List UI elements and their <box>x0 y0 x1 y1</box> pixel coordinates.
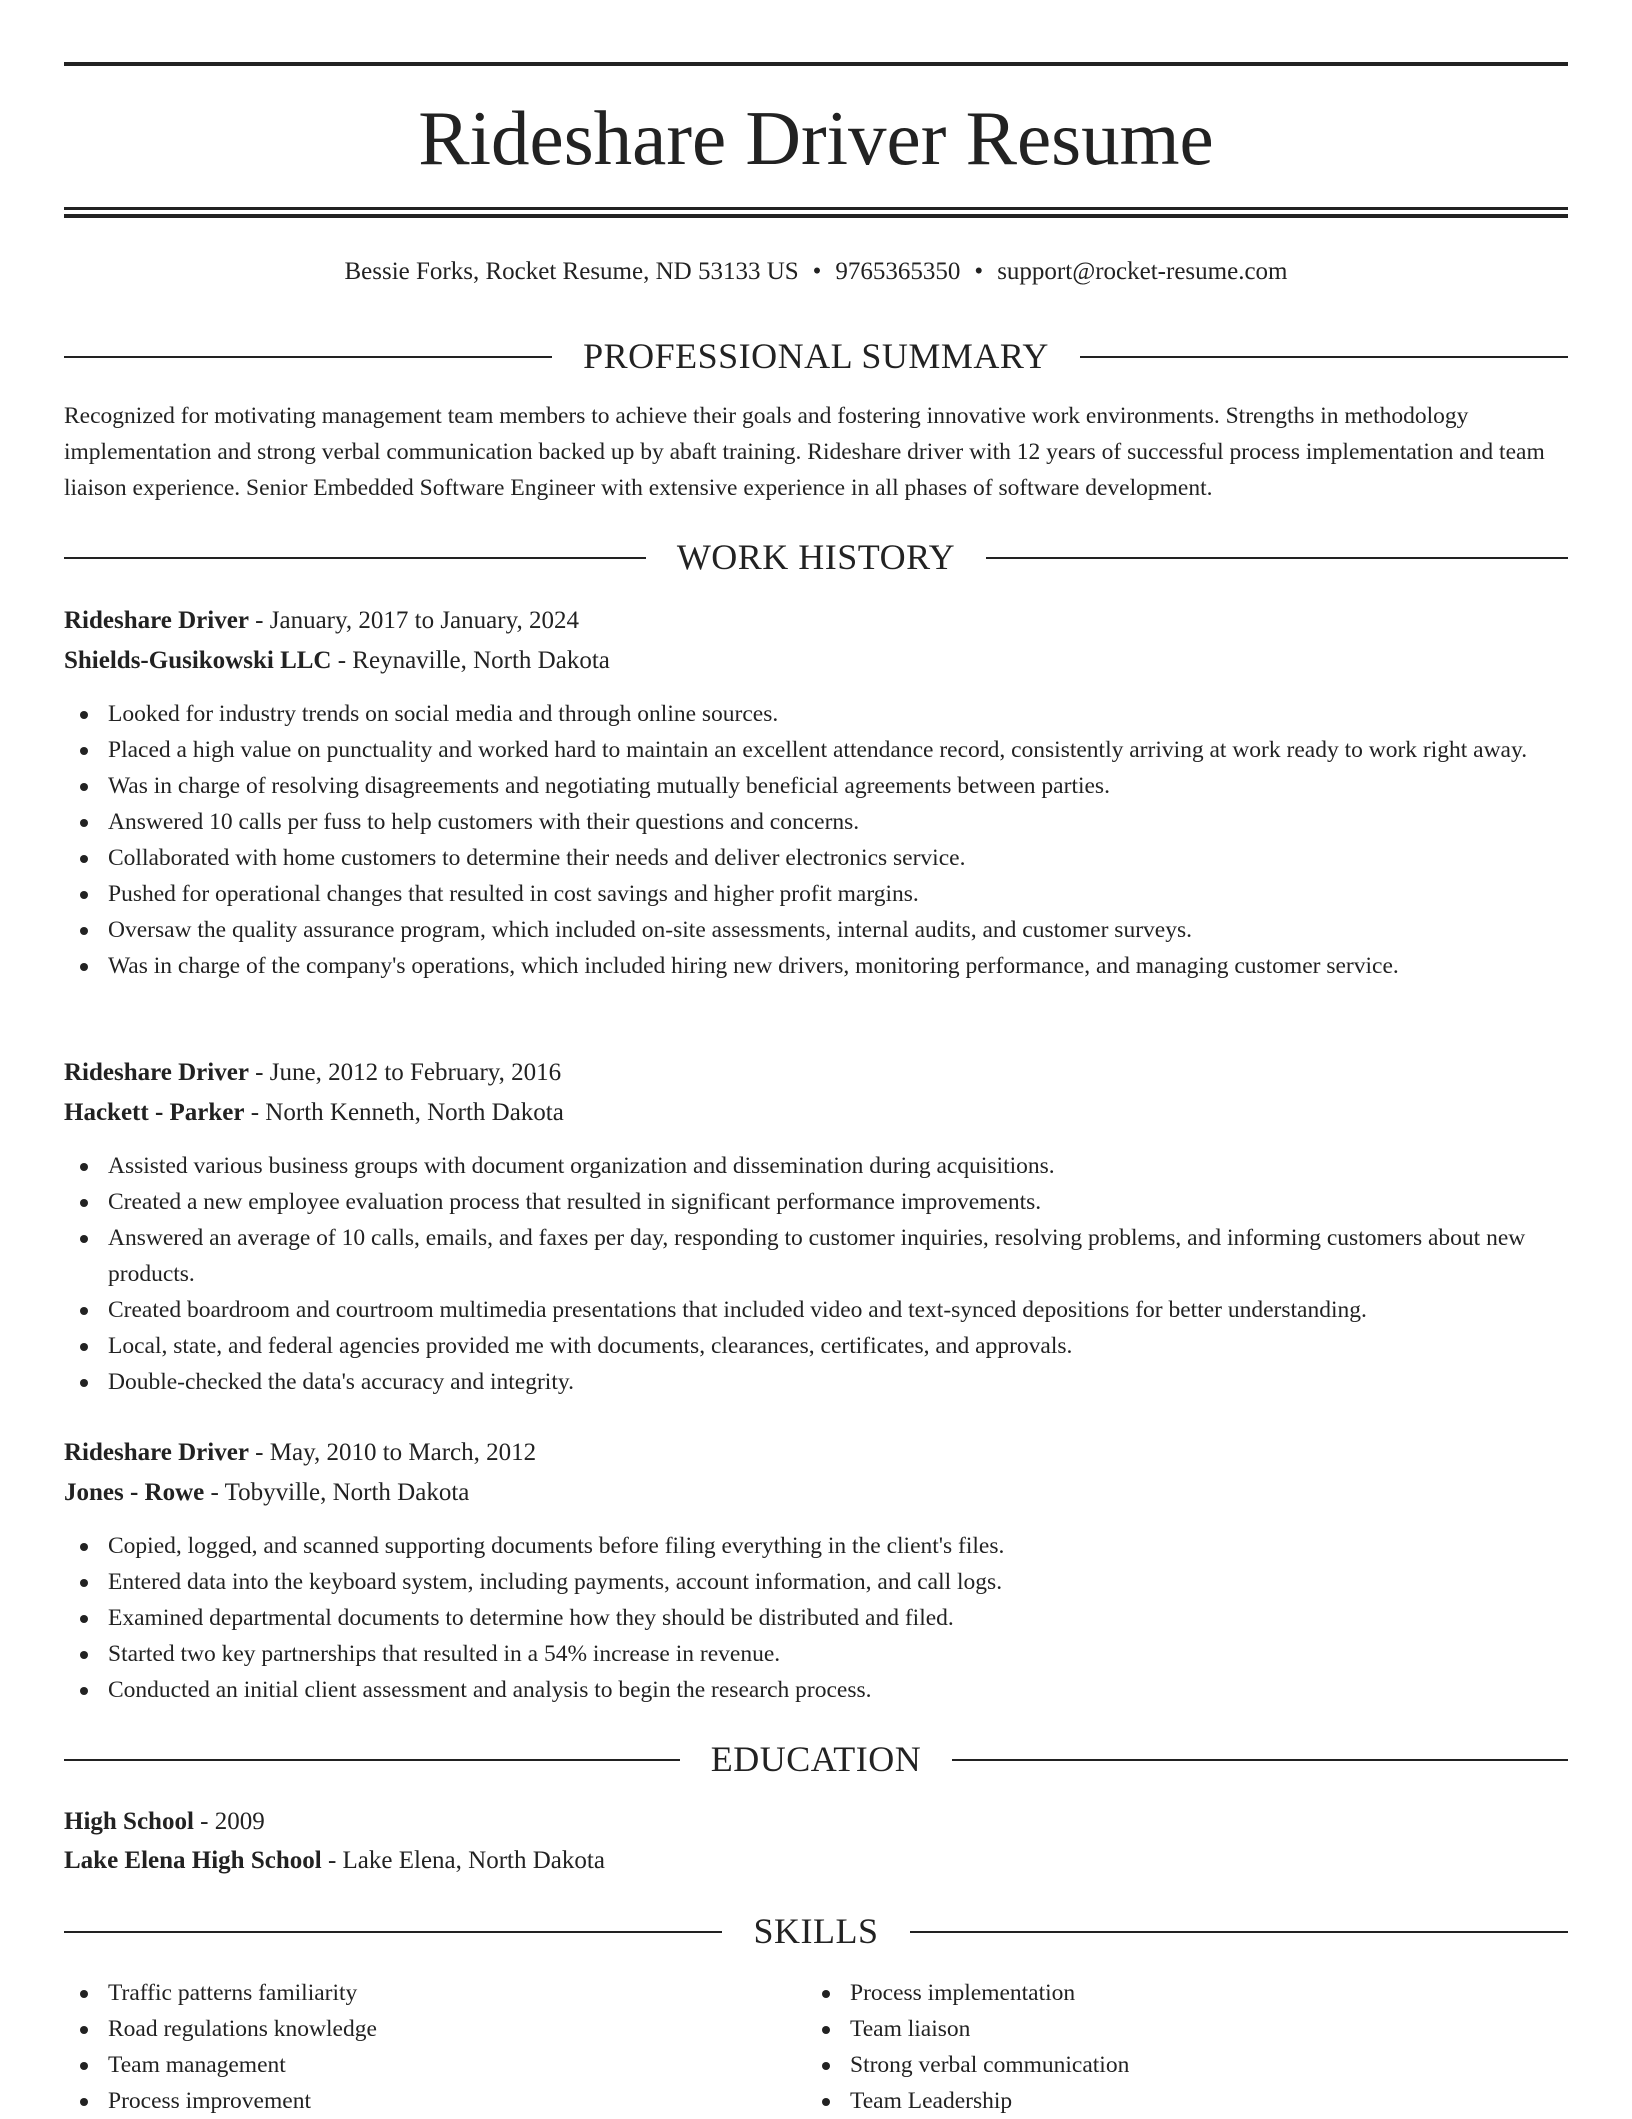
list-item: Looked for industry trends on social media and through online sources. <box>64 696 1568 732</box>
contact-separator: • <box>812 258 822 285</box>
education-degree: High School <box>64 1808 194 1835</box>
job-company: Jones - Rowe <box>64 1479 205 1506</box>
list-item: Was in charge of resolving disagreements and negotiating mutually beneficial agreements between parties. <box>64 768 1568 804</box>
skill-item: Process implementation <box>806 1975 1546 2011</box>
section-heading-work-history <box>64 537 1568 577</box>
job-title: Rideshare Driver <box>64 1059 249 1086</box>
skills-list-left <box>64 1975 804 2119</box>
job-title-line <box>64 603 1568 639</box>
list-item: Pushed for operational changes that resulted in cost savings and higher profit margins. <box>64 876 1568 912</box>
list-item: Conducted an initial client assessment and analysis to begin the research process. <box>64 1672 1568 1708</box>
skill-item: Process improvement <box>64 2083 804 2119</box>
contact-separator: • <box>974 258 984 285</box>
section-title: SKILLS <box>753 1911 879 1951</box>
list-item: Oversaw the quality assurance program, which included on-site assessments, internal audits, and customer surveys. <box>64 912 1568 948</box>
skills-list-right <box>806 1975 1546 2119</box>
section-heading-summary <box>64 336 1568 376</box>
top-rule <box>64 62 1568 66</box>
list-item: Created boardroom and courtroom multimedia presentations that included video and text-synced depositions for better understanding. <box>64 1292 1568 1328</box>
skill-item: Team management <box>64 2047 804 2083</box>
job-location: - Reynaville, North Dakota <box>337 647 610 674</box>
job-dates: - January, 2017 to January, 2024 <box>255 607 579 634</box>
education-location: - Lake Elena, North Dakota <box>327 1847 605 1874</box>
section-heading-skills <box>64 1911 1568 1951</box>
page-title: Rideshare Driver Resume <box>418 95 1214 181</box>
job-bullets <box>64 1528 1568 1708</box>
job-company-line <box>64 1475 1568 1511</box>
list-item: Entered data into the keyboard system, including payments, account information, and call logs. <box>64 1564 1568 1600</box>
job-dates: - June, 2012 to February, 2016 <box>255 1059 562 1086</box>
contact-email: support@rocket-resume.com <box>997 258 1288 285</box>
skill-item: Traffic patterns familiarity <box>64 1975 804 2011</box>
job-title-line <box>64 1435 1568 1471</box>
section-heading-education <box>64 1739 1568 1779</box>
list-item: Answered an average of 10 calls, emails, and faxes per day, responding to customer inquiries, resolving problems, and informing customers about new products. <box>64 1220 1568 1292</box>
summary-text: Recognized for motivating management team members to achieve their goals and fostering innovative work environments. Strengths in methodology implementation and strong verbal communication backed up by abaft training. Rideshare driver with 12 years of successful process implementation and team liaison experience. Senior Embedded Software Engineer with extensive experience in all phases of software development. <box>64 403 1545 501</box>
skill-item: Road regulations knowledge <box>64 2011 804 2047</box>
skill-item: Team Leadership <box>806 2083 1546 2119</box>
section-title: PROFESSIONAL SUMMARY <box>583 336 1049 376</box>
job-bullets <box>64 696 1568 984</box>
list-item: Examined departmental documents to determine how they should be distributed and filed. <box>64 1600 1568 1636</box>
contact-line <box>64 254 1568 290</box>
job-location: - North Kenneth, North Dakota <box>250 1099 564 1126</box>
list-item: Answered 10 calls per fuss to help customers with their questions and concerns. <box>64 804 1568 840</box>
list-item: Was in charge of the company's operations, which included hiring new drivers, monitoring performance, and managing customer service. <box>64 948 1568 984</box>
education-school-line <box>64 1843 1568 1879</box>
job-title: Rideshare Driver <box>64 607 249 634</box>
skill-item: Team liaison <box>806 2011 1546 2047</box>
section-title: WORK HISTORY <box>676 537 956 577</box>
contact-address: Bessie Forks, Rocket Resume, ND 53133 US <box>344 258 799 285</box>
list-item: Placed a high value on punctuality and worked hard to maintain an excellent attendance record, consistently arriving at work ready to work right away. <box>64 732 1568 768</box>
list-item: Collaborated with home customers to determine their needs and deliver electronics service. <box>64 840 1568 876</box>
job-title-line <box>64 1055 1568 1091</box>
list-item: Assisted various business groups with document organization and dissemination during acquisitions. <box>64 1148 1568 1184</box>
list-item: Created a new employee evaluation process that resulted in significant performance improvements. <box>64 1184 1568 1220</box>
list-item: Double-checked the data's accuracy and integrity. <box>64 1364 1568 1400</box>
skill-item: Strong verbal communication <box>806 2047 1546 2083</box>
education-year: - 2009 <box>200 1808 265 1835</box>
job-company: Hackett - Parker <box>64 1099 245 1126</box>
job-title: Rideshare Driver <box>64 1439 249 1466</box>
contact-phone: 9765365350 <box>835 258 961 285</box>
list-item: Local, state, and federal agencies provided me with documents, clearances, certificates, and approvals. <box>64 1328 1568 1364</box>
education-school: Lake Elena High School <box>64 1847 322 1874</box>
title-double-rule <box>64 207 1568 218</box>
job-dates: - May, 2010 to March, 2012 <box>255 1439 537 1466</box>
job-company-line <box>64 1095 1568 1131</box>
job-location: - Tobyville, North Dakota <box>210 1479 470 1506</box>
job-company-line <box>64 643 1568 679</box>
job-company: Shields-Gusikowski LLC <box>64 647 332 674</box>
job-bullets <box>64 1148 1568 1400</box>
section-title: EDUCATION <box>710 1739 922 1779</box>
list-item: Copied, logged, and scanned supporting documents before filing everything in the client's files. <box>64 1528 1568 1564</box>
education-degree-line <box>64 1804 1568 1840</box>
list-item: Started two key partnerships that resulted in a 54% increase in revenue. <box>64 1636 1568 1672</box>
